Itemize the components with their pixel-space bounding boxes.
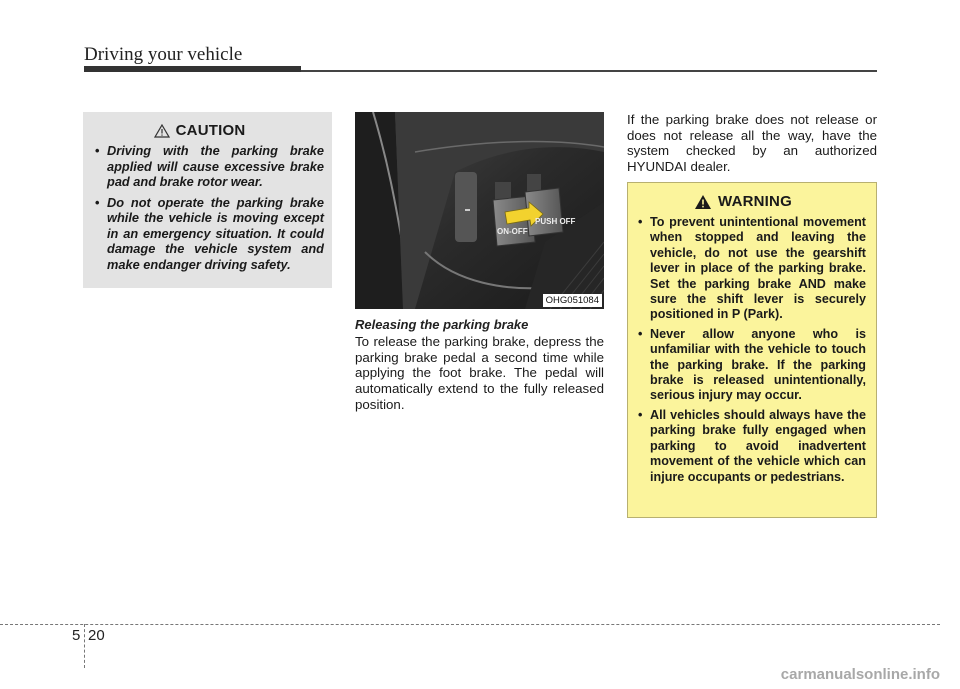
figure-code: OHG051084 (543, 294, 602, 307)
page-number: 20 (88, 627, 105, 644)
pedal-label-on-off: ON-OFF (497, 227, 528, 236)
caution-item: • Do not operate the parking brake while the vehicle is moving except in an emergency situation. It could damage the vehicle system and make endanger driving safety. (95, 195, 324, 273)
chapter-number: 5 (72, 627, 81, 644)
parking-brake-pedal-photo (355, 112, 604, 309)
warning-title: WARNING (718, 193, 792, 210)
caution-list (95, 143, 324, 272)
warning-box (627, 182, 877, 518)
caution-box (83, 112, 332, 288)
caution-header (95, 122, 324, 139)
watermark: carmanualsonline.info (780, 666, 940, 683)
dealer-note: If the parking brake does not release or does not release all the way, have the system checked by an authorized HYUNDAI dealer. (627, 112, 877, 175)
warning-triangle-filled-icon (694, 194, 712, 210)
release-text: To release the parking brake, depress the parking brake pedal a second time while applying the foot brake. The pedal will automatically extend to the fully released position. (355, 334, 604, 412)
warning-list (638, 215, 866, 485)
header-rule-thin (301, 70, 877, 72)
warning-item: • All vehicles should always have the parking brake fully engaged when parking to avoid inadvertent movement of the vehicle which can injure occupants or pedestrians. (638, 408, 866, 485)
warning-item: • To prevent unintentional movement when stopped and leaving the vehicle, do not use the gearshift lever in place of the parking brake. Set the parking brake AND make sure the shift lever is securely positioned in P (Park). (638, 215, 866, 323)
release-heading: Releasing the parking brake (355, 317, 529, 332)
caution-title: CAUTION (175, 122, 246, 139)
warning-triangle-outline-icon (154, 124, 170, 138)
warning-header (638, 193, 866, 210)
pedal-label-push-off: PUSH OFF (535, 217, 576, 226)
header-rule-thick (84, 66, 301, 72)
footer-dashed-divider (84, 624, 85, 668)
footer-dashed-rule (0, 624, 940, 625)
warning-item: • Never allow anyone who is unfamiliar with the vehicle to touch the parking brake. If the parking brake is released unintentionally, serious injury may occur. (638, 327, 866, 404)
caution-item: • Driving with the parking brake applied will cause excessive brake pad and brake rotor wear. (95, 143, 324, 190)
page-header-title: Driving your vehicle (84, 44, 243, 65)
